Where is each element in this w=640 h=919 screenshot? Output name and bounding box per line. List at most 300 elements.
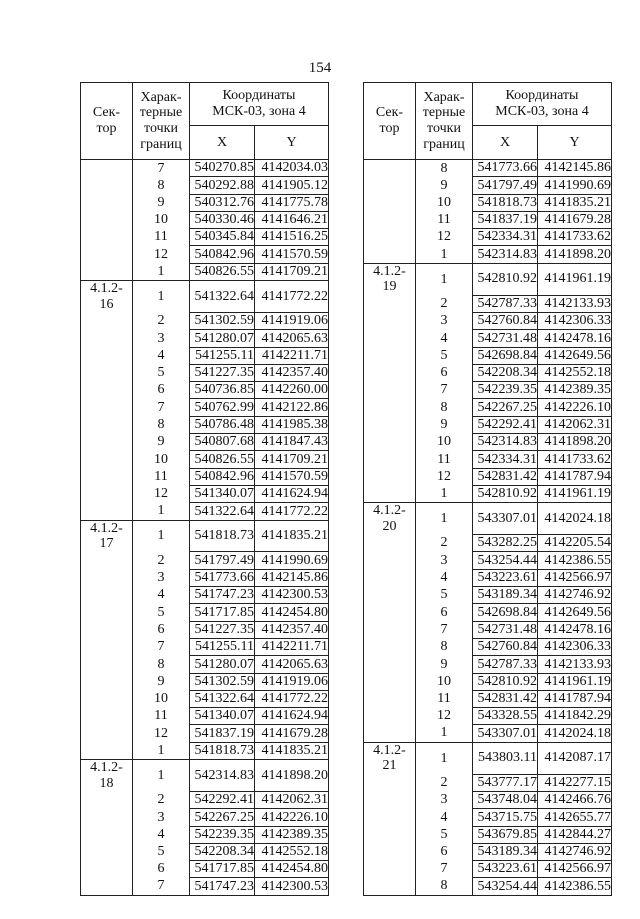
- sector-cell: [81, 861, 133, 878]
- x-cell: 543748.04: [473, 791, 538, 808]
- y-cell: 4141679.28: [255, 725, 329, 742]
- table-row: [81, 552, 329, 569]
- x-cell: 543254.44: [473, 878, 538, 895]
- table-row: [364, 535, 612, 552]
- y-cell: 4142300.53: [255, 878, 329, 895]
- table-row: [364, 552, 612, 569]
- table-row: [81, 160, 329, 177]
- sector-cell: [81, 826, 133, 843]
- x-cell: 541773.66: [190, 569, 255, 586]
- point-cell: 11: [133, 229, 190, 246]
- x-cell: 542731.48: [473, 330, 538, 347]
- y-cell: 4141898.20: [255, 760, 329, 792]
- y-cell: 4142024.18: [538, 503, 612, 535]
- table-row: [81, 382, 329, 399]
- x-cell: 543254.44: [473, 552, 538, 569]
- point-cell: 2: [133, 312, 190, 329]
- y-cell: 4141733.62: [538, 451, 612, 468]
- table-row: [364, 791, 612, 808]
- table-row: [364, 468, 612, 485]
- table-row: [81, 520, 329, 552]
- table-row: [81, 364, 329, 381]
- y-cell: 4141733.62: [538, 229, 612, 246]
- x-cell: 542334.31: [473, 229, 538, 246]
- sector-cell: [364, 160, 416, 177]
- x-cell: 540312.76: [190, 194, 255, 211]
- point-cell: 9: [133, 673, 190, 690]
- table-row: [364, 587, 612, 604]
- y-cell: 4142034.03: [255, 160, 329, 177]
- point-cell: 9: [133, 434, 190, 451]
- y-cell: 4141787.94: [538, 468, 612, 485]
- y-cell: 4142145.86: [538, 160, 612, 177]
- x-cell: 540292.88: [190, 177, 255, 194]
- point-cell: 1: [416, 263, 473, 295]
- point-cell: 7: [133, 160, 190, 177]
- sector-cell: [81, 638, 133, 655]
- sector-cell: [81, 416, 133, 433]
- x-cell: 541797.49: [473, 177, 538, 194]
- y-cell: 4142087.17: [538, 742, 612, 774]
- sector-cell: [364, 774, 416, 791]
- coordinates-table-left: [80, 82, 329, 896]
- point-cell: 10: [133, 211, 190, 228]
- sector-cell: [81, 263, 133, 280]
- y-cell: 4142566.97: [538, 861, 612, 878]
- y-cell: 4142122.86: [255, 399, 329, 416]
- y-cell: 4142306.33: [538, 638, 612, 655]
- table-row: [81, 621, 329, 638]
- x-cell: 541747.23: [190, 587, 255, 604]
- sector-cell: [364, 295, 416, 312]
- sector-cell: 4.1.2- 16: [81, 281, 133, 313]
- sector-cell: [81, 160, 133, 177]
- point-cell: 3: [133, 569, 190, 586]
- table-row: [81, 246, 329, 263]
- y-cell: 4141835.21: [255, 742, 329, 759]
- x-cell: 541747.23: [190, 878, 255, 895]
- table-row: [81, 194, 329, 211]
- y-cell: 4142065.63: [255, 656, 329, 673]
- point-cell: 3: [416, 312, 473, 329]
- sector-cell: [364, 725, 416, 742]
- sector-cell: [81, 690, 133, 707]
- y-cell: 4142211.71: [255, 638, 329, 655]
- y-cell: 4142226.10: [255, 809, 329, 826]
- y-cell: 4142277.15: [538, 774, 612, 791]
- y-cell: 4142386.55: [538, 552, 612, 569]
- sector-cell: [364, 535, 416, 552]
- page-number: 154: [308, 60, 332, 76]
- point-cell: 6: [416, 843, 473, 860]
- x-cell: 542810.92: [473, 485, 538, 502]
- table-row: [81, 760, 329, 792]
- point-cell: 10: [416, 673, 473, 690]
- point-cell: 3: [133, 809, 190, 826]
- table-row: [81, 587, 329, 604]
- point-cell: 3: [416, 791, 473, 808]
- point-cell: 12: [416, 229, 473, 246]
- sector-cell: [81, 312, 133, 329]
- point-cell: 1: [416, 246, 473, 263]
- y-cell: 4142357.40: [255, 364, 329, 381]
- sector-cell: [364, 604, 416, 621]
- point-cell: 12: [416, 708, 473, 725]
- point-cell: 6: [133, 382, 190, 399]
- point-cell: 12: [133, 246, 190, 263]
- table-row: [364, 160, 612, 177]
- points-header: Харак- терные точки границ: [133, 83, 190, 160]
- table-row: [81, 656, 329, 673]
- x-cell: 541773.66: [473, 160, 538, 177]
- table-row: [364, 416, 612, 433]
- table-row: [81, 673, 329, 690]
- sector-cell: [81, 604, 133, 621]
- table-row: [81, 229, 329, 246]
- x-cell: 541227.35: [190, 621, 255, 638]
- sector-cell: [81, 656, 133, 673]
- y-header: Y: [538, 126, 612, 160]
- sector-cell: [364, 791, 416, 808]
- y-cell: 4142260.00: [255, 382, 329, 399]
- point-cell: 4: [416, 809, 473, 826]
- x-cell: 542239.35: [473, 382, 538, 399]
- table-row: [364, 826, 612, 843]
- sector-cell: [364, 364, 416, 381]
- point-cell: 1: [133, 760, 190, 792]
- sector-cell: [364, 246, 416, 263]
- sector-cell: [81, 177, 133, 194]
- y-cell: 4142133.93: [538, 295, 612, 312]
- table-body-left: [81, 160, 329, 896]
- y-cell: 4142062.31: [538, 416, 612, 433]
- y-cell: 4141961.19: [538, 485, 612, 502]
- sector-cell: [81, 878, 133, 895]
- x-cell: 542760.84: [473, 638, 538, 655]
- point-cell: 9: [416, 416, 473, 433]
- point-cell: 2: [416, 535, 473, 552]
- sector-header: Сек- тор: [81, 83, 133, 160]
- x-cell: 541322.64: [190, 281, 255, 313]
- sector-cell: [81, 347, 133, 364]
- sector-cell: [81, 843, 133, 860]
- table-row: [364, 434, 612, 451]
- point-cell: 6: [416, 604, 473, 621]
- table-row: [81, 826, 329, 843]
- sector-cell: [81, 791, 133, 808]
- x-cell: 540345.84: [190, 229, 255, 246]
- sector-cell: [364, 468, 416, 485]
- point-cell: 5: [133, 843, 190, 860]
- x-cell: 542239.35: [190, 826, 255, 843]
- point-cell: 1: [416, 742, 473, 774]
- y-cell: 4142552.18: [538, 364, 612, 381]
- table-row: [81, 399, 329, 416]
- sector-cell: [364, 211, 416, 228]
- point-cell: 8: [416, 160, 473, 177]
- x-cell: 540736.85: [190, 382, 255, 399]
- x-cell: 541837.19: [473, 211, 538, 228]
- sector-cell: [364, 656, 416, 673]
- x-cell: 542314.83: [473, 434, 538, 451]
- y-cell: 4142466.76: [538, 791, 612, 808]
- point-cell: 5: [416, 347, 473, 364]
- sector-cell: [364, 451, 416, 468]
- point-cell: 8: [416, 878, 473, 895]
- point-cell: 10: [416, 434, 473, 451]
- table-row: [364, 774, 612, 791]
- sector-cell: 4.1.2- 17: [81, 520, 133, 552]
- table-row: [364, 263, 612, 295]
- x-cell: 540826.55: [190, 263, 255, 280]
- table-row: [81, 708, 329, 725]
- sector-cell: [81, 485, 133, 502]
- table-row: [364, 656, 612, 673]
- table-row: [364, 725, 612, 742]
- x-cell: 542208.34: [190, 843, 255, 860]
- sector-cell: [364, 809, 416, 826]
- sector-cell: [364, 843, 416, 860]
- sector-cell: [81, 621, 133, 638]
- sector-cell: 4.1.2- 19: [364, 263, 416, 295]
- sector-cell: [364, 690, 416, 707]
- x-cell: 543307.01: [473, 503, 538, 535]
- sector-cell: [364, 878, 416, 895]
- table-row: [364, 211, 612, 228]
- table-row: [81, 281, 329, 313]
- y-cell: 4141516.25: [255, 229, 329, 246]
- y-header: Y: [255, 126, 329, 160]
- x-cell: 541340.07: [190, 485, 255, 502]
- sector-cell: 4.1.2- 20: [364, 503, 416, 535]
- sector-cell: [81, 503, 133, 520]
- y-cell: 4142226.10: [538, 399, 612, 416]
- x-cell: 543223.61: [473, 861, 538, 878]
- table-row: [364, 604, 612, 621]
- x-cell: 542810.92: [473, 673, 538, 690]
- sector-cell: [364, 552, 416, 569]
- sector-cell: [364, 434, 416, 451]
- point-cell: 1: [133, 742, 190, 759]
- point-cell: 11: [133, 468, 190, 485]
- x-cell: 542334.31: [473, 451, 538, 468]
- point-cell: 2: [133, 552, 190, 569]
- x-cell: 541717.85: [190, 604, 255, 621]
- sector-cell: [81, 229, 133, 246]
- y-cell: 4141775.78: [255, 194, 329, 211]
- y-cell: 4142145.86: [255, 569, 329, 586]
- point-cell: 3: [416, 552, 473, 569]
- x-cell: 542314.83: [190, 760, 255, 792]
- x-cell: 542292.41: [190, 791, 255, 808]
- sector-cell: [364, 861, 416, 878]
- point-cell: 8: [133, 656, 190, 673]
- point-cell: 8: [133, 416, 190, 433]
- x-cell: 542267.25: [473, 399, 538, 416]
- point-cell: 12: [133, 725, 190, 742]
- y-cell: 4141835.21: [538, 194, 612, 211]
- coords-header: Координаты МСК-03, зона 4: [473, 83, 612, 126]
- table-row: [81, 742, 329, 759]
- sector-cell: 4.1.2- 18: [81, 760, 133, 792]
- x-cell: 543715.75: [473, 809, 538, 826]
- y-cell: 4141990.69: [538, 177, 612, 194]
- table-row: [364, 295, 612, 312]
- sector-cell: [81, 708, 133, 725]
- y-cell: 4141898.20: [538, 434, 612, 451]
- point-cell: 2: [133, 791, 190, 808]
- x-cell: 542267.25: [190, 809, 255, 826]
- table-row: [81, 177, 329, 194]
- x-cell: 540270.85: [190, 160, 255, 177]
- table-row: [81, 690, 329, 707]
- x-cell: 541717.85: [190, 861, 255, 878]
- table-row: [364, 673, 612, 690]
- x-cell: 540807.68: [190, 434, 255, 451]
- x-cell: 542314.83: [473, 246, 538, 263]
- x-cell: 541818.73: [190, 520, 255, 552]
- x-header: X: [190, 126, 255, 160]
- table-row: [364, 843, 612, 860]
- point-cell: 1: [133, 281, 190, 313]
- y-cell: 4141842.29: [538, 708, 612, 725]
- y-cell: 4141961.19: [538, 263, 612, 295]
- y-cell: 4141961.19: [538, 673, 612, 690]
- point-cell: 2: [416, 774, 473, 791]
- point-cell: 12: [416, 468, 473, 485]
- x-cell: 543189.34: [473, 843, 538, 860]
- y-cell: 4141847.43: [255, 434, 329, 451]
- x-cell: 541280.07: [190, 656, 255, 673]
- point-cell: 4: [416, 569, 473, 586]
- point-cell: 4: [416, 330, 473, 347]
- point-cell: 7: [133, 878, 190, 895]
- table-row: [81, 725, 329, 742]
- sector-cell: [81, 382, 133, 399]
- x-cell: 541322.64: [190, 690, 255, 707]
- sector-cell: [364, 485, 416, 502]
- sector-cell: [81, 211, 133, 228]
- y-cell: 4142478.16: [538, 330, 612, 347]
- table-row: [81, 330, 329, 347]
- x-header: X: [473, 126, 538, 160]
- y-cell: 4142024.18: [538, 725, 612, 742]
- y-cell: 4141772.22: [255, 281, 329, 313]
- sector-header: Сек- тор: [364, 83, 416, 160]
- point-cell: 4: [133, 826, 190, 843]
- sector-cell: [364, 587, 416, 604]
- sector-cell: [364, 194, 416, 211]
- x-cell: 542831.42: [473, 468, 538, 485]
- y-cell: 4141570.59: [255, 468, 329, 485]
- sector-cell: [81, 330, 133, 347]
- x-cell: 543282.25: [473, 535, 538, 552]
- table-row: [81, 434, 329, 451]
- point-cell: 9: [416, 656, 473, 673]
- sector-cell: 4.1.2- 21: [364, 742, 416, 774]
- sector-cell: [364, 229, 416, 246]
- point-cell: 5: [416, 587, 473, 604]
- x-cell: 543189.34: [473, 587, 538, 604]
- sector-cell: [364, 416, 416, 433]
- y-cell: 4142133.93: [538, 656, 612, 673]
- x-cell: 543679.85: [473, 826, 538, 843]
- x-cell: 543803.11: [473, 742, 538, 774]
- sector-cell: [81, 434, 133, 451]
- point-cell: 1: [416, 485, 473, 502]
- y-cell: 4141905.12: [255, 177, 329, 194]
- x-cell: 541797.49: [190, 552, 255, 569]
- sector-cell: [81, 552, 133, 569]
- y-cell: 4142746.92: [538, 843, 612, 860]
- x-cell: 541280.07: [190, 330, 255, 347]
- x-cell: 542731.48: [473, 621, 538, 638]
- table-row: [81, 809, 329, 826]
- table-row: [364, 690, 612, 707]
- sector-cell: [81, 809, 133, 826]
- table-row: [364, 878, 612, 895]
- x-cell: 543307.01: [473, 725, 538, 742]
- sector-cell: [364, 330, 416, 347]
- y-cell: 4142062.31: [255, 791, 329, 808]
- table-row: [81, 861, 329, 878]
- sector-cell: [364, 673, 416, 690]
- sector-cell: [364, 177, 416, 194]
- y-cell: 4141985.38: [255, 416, 329, 433]
- table-row: [364, 503, 612, 535]
- y-cell: 4141990.69: [255, 552, 329, 569]
- y-cell: 4141919.06: [255, 673, 329, 690]
- x-cell: 542698.84: [473, 604, 538, 621]
- x-cell: 540842.96: [190, 468, 255, 485]
- x-cell: 541340.07: [190, 708, 255, 725]
- sector-cell: [81, 673, 133, 690]
- x-cell: 540330.46: [190, 211, 255, 228]
- y-cell: 4142844.27: [538, 826, 612, 843]
- table-row: [364, 621, 612, 638]
- table-row: [364, 742, 612, 774]
- y-cell: 4141835.21: [255, 520, 329, 552]
- point-cell: 1: [416, 503, 473, 535]
- y-cell: 4142649.56: [538, 604, 612, 621]
- sector-cell: [364, 638, 416, 655]
- y-cell: 4141709.21: [255, 451, 329, 468]
- table-row: [364, 708, 612, 725]
- y-cell: 4142655.77: [538, 809, 612, 826]
- sector-cell: [81, 468, 133, 485]
- table-row: [81, 451, 329, 468]
- sector-cell: [81, 451, 133, 468]
- table-row: [81, 468, 329, 485]
- table-row: [364, 809, 612, 826]
- x-cell: 541322.64: [190, 503, 255, 520]
- table-row: [364, 382, 612, 399]
- x-cell: 542831.42: [473, 690, 538, 707]
- x-cell: 543328.55: [473, 708, 538, 725]
- point-cell: 1: [133, 503, 190, 520]
- sector-cell: [81, 587, 133, 604]
- point-cell: 7: [416, 861, 473, 878]
- x-cell: 541818.73: [473, 194, 538, 211]
- x-cell: 541255.11: [190, 638, 255, 655]
- point-cell: 8: [416, 638, 473, 655]
- point-cell: 5: [416, 826, 473, 843]
- x-cell: 542760.84: [473, 312, 538, 329]
- table-row: [364, 451, 612, 468]
- x-cell: 543223.61: [473, 569, 538, 586]
- x-cell: 540842.96: [190, 246, 255, 263]
- table-row: [364, 638, 612, 655]
